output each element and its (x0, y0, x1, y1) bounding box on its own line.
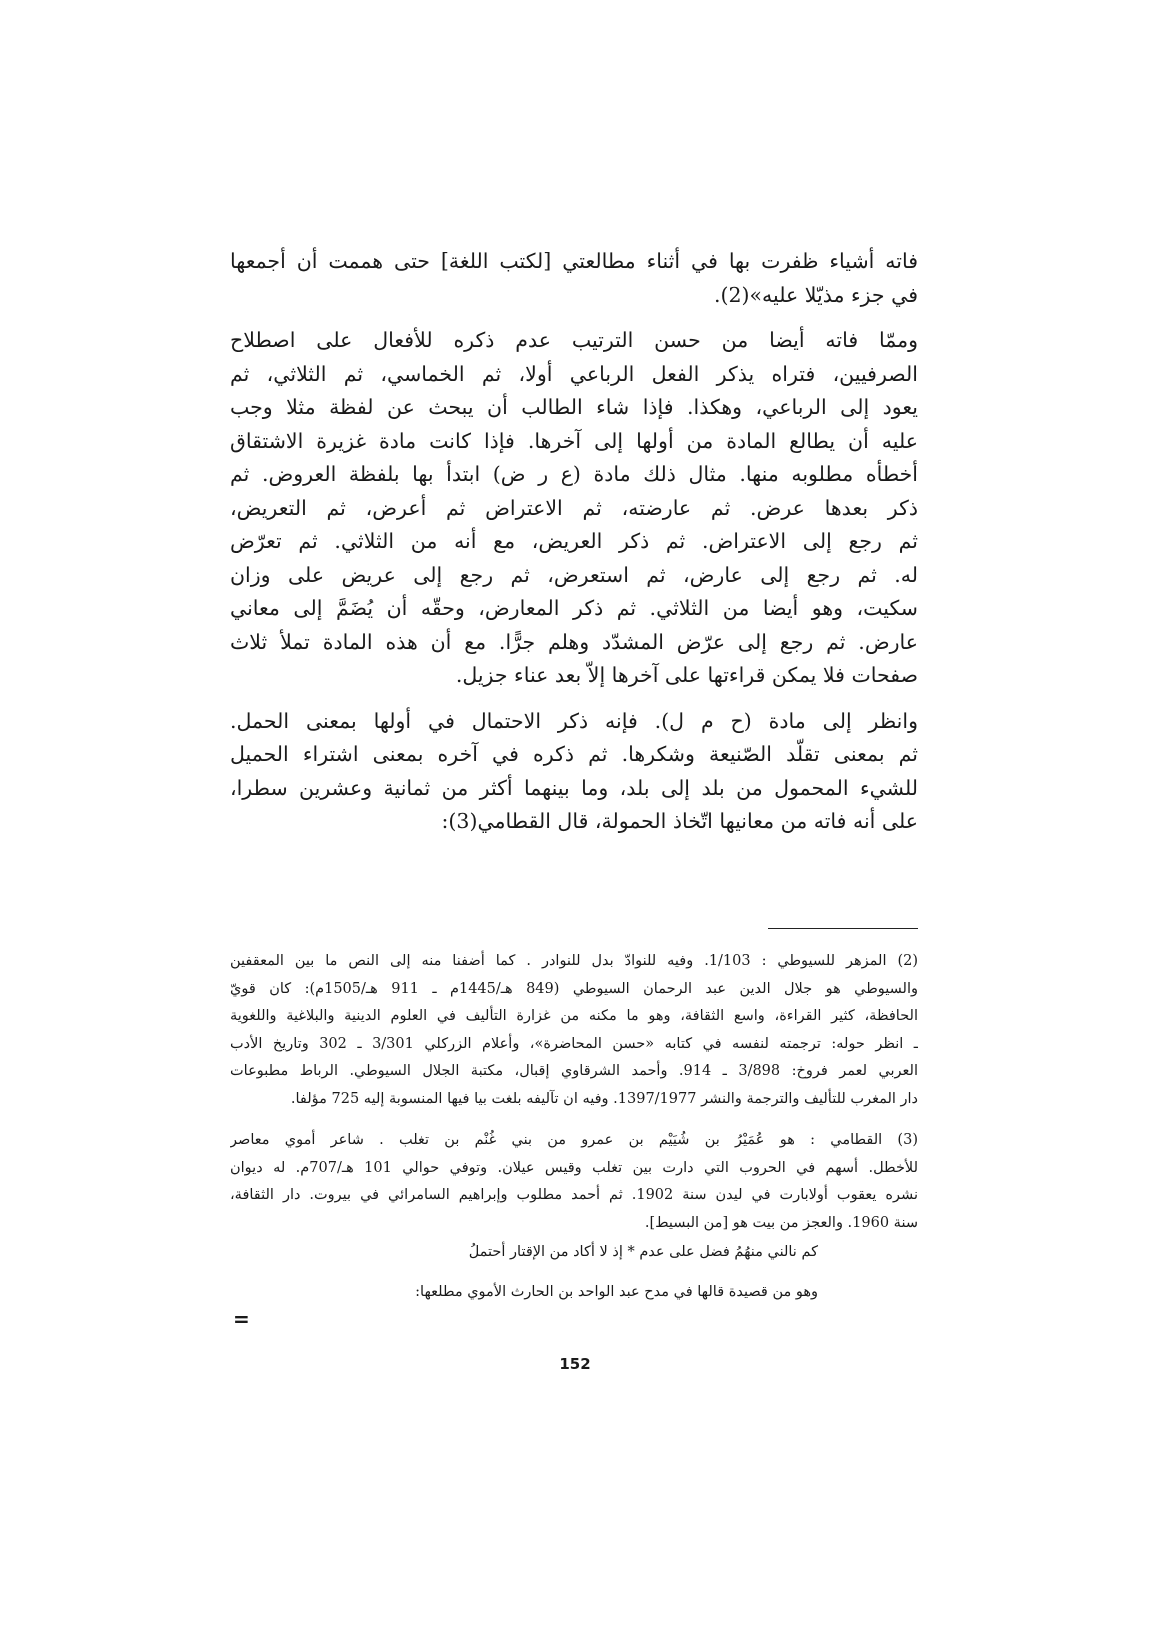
footnote-line: (3) القطامي : هو عُمَيْرُ بن شُيَيْم بن عمرو من بني غُنْم بن تغلب . شاعر أموي معاصر (230, 1132, 918, 1148)
paragraph-1 (230, 245, 918, 312)
main-text (230, 245, 918, 839)
text-line: له. ثم رجع إلى عارض، ثم استعرض، ثم رجع إلى عريض على وزان (230, 562, 918, 587)
text-line: عليه أن يطالع المادة من أولها إلى آخرها. فإذا كانت مادة غزيرة الاشتقاق (230, 428, 918, 453)
page-number: 152 (559, 1355, 591, 1373)
text-line: يعود إلى الرباعي، وهكذا. فإذا شاء الطالب أن يبحث عن لفظة مثلا وجب (230, 395, 918, 419)
footnote-line: ـ انظر حوله: ترجمته لنفسه في كتابه «حسن المحاضرة»، وأعلام الزركلي 3/301 ـ 302 وتاريخ الأدب (230, 1035, 918, 1052)
footnote-3 (230, 1127, 918, 1307)
footnote-2 (230, 948, 918, 1113)
paragraph-2 (230, 324, 918, 693)
text-line: ثم رجع إلى الاعتراض. ثم ذكر العريض، مع أنه من الثلاثي. ثم تعرّض (230, 529, 918, 553)
text-line: سكيت، وهو أيضا من الثلاثي. ثم ذكر المعارض، وحقّه أن يُضَمَّ إلى معاني (230, 596, 918, 620)
text-line: ذكر بعدها عرض. ثم عارضته، ثم الاعتراض ثم أعرض، ثم التعريض، (230, 495, 918, 520)
footnote-line: سنة 1960. والعجز من بيت هو [من البسيط]. (644, 1214, 918, 1231)
text-line: للشيء المحمول من بلد إلى بلد، وما بينهما أكثر من ثمانية وعشرين سطرا، (230, 775, 918, 800)
footnote-line: وهو من قصيدة قالها في مدح عبد الواحد بن الحارث الأموي مطلعها: (415, 1284, 818, 1300)
footnote-line: للأخطل. أسهم في الحروب التي دارت بين تغلب وقيس عيلان. وتوفي حوالي 101 هـ/707م. له ديوان (230, 1159, 918, 1176)
text-line: وانظر إلى مادة (ح م ل). فإنه ذكر الاحتمال في أولها بمعنى الحمل. (230, 708, 918, 733)
text-line: الصرفيين، فتراه يذكر الفعل الرباعي أولا، ثم الخماسي، ثم الثلاثي، ثم (230, 361, 918, 386)
footnote-verse: كم نالني منهُمُ فضل على عدم * إذ لا أكاد من الإقتار أحتملُ (468, 1244, 818, 1260)
continuation-mark: = (233, 1307, 250, 1331)
text-line: على أنه فاته من معانيها اتّخاذ الحمولة، قال القطامي(3): (441, 809, 918, 833)
text-line: أخطأه مطلوبه منها. مثال ذلك مادة (ع ر ض) ابتدأ بها بلفظة العروض. ثم (230, 462, 918, 486)
text-line: عارض. ثم رجع إلى عرّض المشدّد وهلم جرًّا. مع أن هذه المادة تملأ ثلاث (230, 629, 918, 654)
text-line: وممّا فاته أيضا من حسن الترتيب عدم ذكره للأفعال على اصطلاح (230, 328, 918, 352)
paragraph-3 (230, 705, 918, 839)
text-line: فاته أشياء ظفرت بها في أثناء مطالعتي [لكتب اللغة] حتى هممت أن أجمعها (230, 249, 918, 273)
footnote-line: دار المغرب للتأليف والترجمة والنشر 1397/1977. وفيه ان تآليفه بلغت بيا فيها المنسوبة إليه 725 مؤلفا. (290, 1090, 918, 1107)
footnote-line: العربي لعمر فروخ: 3/898 ـ 914. وأحمد الشرقاوي إقبال، مكتبة الجلال السيوطي. الرباط مطبوعات (230, 1063, 918, 1079)
text-line: صفحات فلا يمكن قراءتها على آخرها إلاّ بعد عناء جزيل. (455, 663, 918, 687)
text-line: في جزء مذيّلا عليه»(2). (713, 282, 918, 307)
footnote-line: الحافظة، كثير القراءة، واسع الثقافة، وهو ما مكنه من غزارة التأليف في العلوم الدينية والبلاغية واللغوية (230, 1008, 918, 1024)
footnote-separator (768, 928, 918, 929)
footnotes (230, 948, 918, 1307)
text-line: ثم بمعنى تقلّد الصّنيعة وشكرها. ثم ذكره في آخره بمعنى اشتراء الحميل (230, 742, 918, 766)
footnote-line: والسيوطي هو جلال الدين عبد الرحمان السيوطي (849 هـ/1445م ـ 911 هـ/1505م): كان قويّ (230, 980, 918, 997)
footnote-line: نشره يعقوب أولابارت في ليدن سنة 1902. ثم أحمد مطلوب وإبراهيم السامرائي في بيروت. دار الثقافة، (230, 1187, 918, 1203)
footnote-line: (2) المزهر للسيوطي : 1/103. وفيه للنوادّ بدل للنوادر . كما أضفنا منه إلى النص ما بين المعقفين (230, 953, 918, 969)
